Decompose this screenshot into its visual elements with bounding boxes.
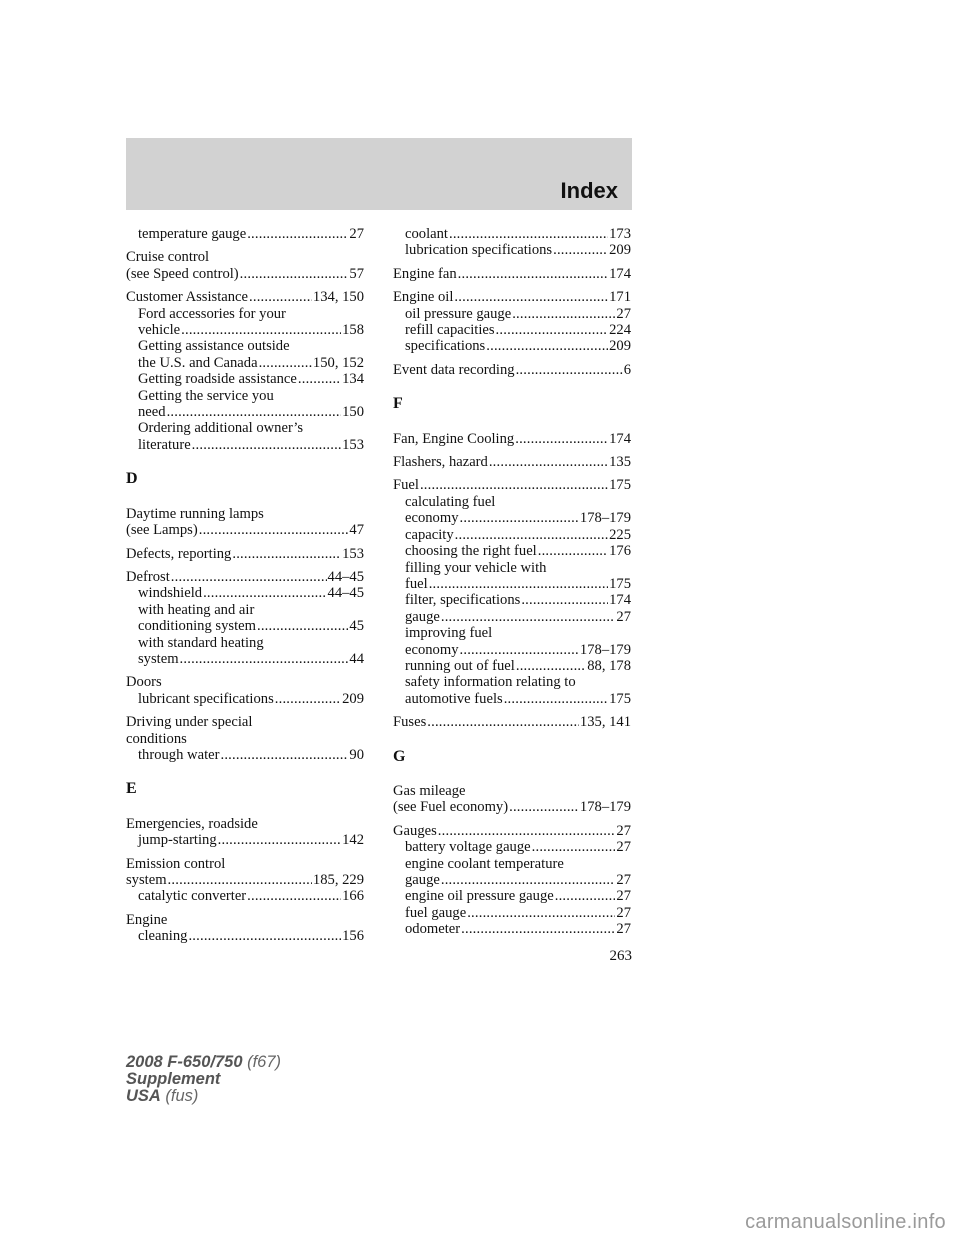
dot-leader	[516, 658, 586, 674]
dot-leader	[521, 592, 608, 608]
dot-leader	[486, 338, 608, 354]
index-entry	[393, 226, 631, 259]
entry-label: conditions	[126, 730, 187, 747]
page-reference: 225	[609, 526, 631, 543]
entry-label: choosing the right fuel	[405, 543, 537, 560]
index-entry	[393, 362, 631, 378]
dot-leader	[458, 266, 608, 282]
entry-label: engine oil pressure gauge	[405, 888, 554, 905]
entry-label: gauge	[405, 872, 440, 888]
page-reference: 47	[349, 522, 364, 539]
index-entry-line	[126, 522, 364, 538]
index-entry-line	[393, 289, 631, 305]
index-entry	[393, 289, 631, 355]
entry-label: windshield	[138, 585, 203, 602]
page-reference: 135, 141	[579, 714, 631, 731]
dot-leader	[247, 888, 341, 904]
index-subentry-line	[393, 527, 631, 543]
entry-label: with standard heating	[138, 634, 264, 651]
dot-leader	[232, 546, 341, 562]
page-reference: 135	[609, 454, 631, 471]
index-subentry-line	[393, 609, 631, 625]
index-header-band	[126, 138, 632, 210]
index-subentry-line	[393, 543, 631, 559]
entry-label: specifications	[405, 338, 486, 355]
dot-leader	[496, 322, 609, 338]
page-reference: 176	[609, 543, 631, 560]
page-reference: 209	[609, 242, 631, 259]
index-subentry-line	[393, 905, 631, 921]
index-entry-line	[393, 266, 631, 282]
section-letter: G	[393, 747, 406, 765]
entry-label: Event data recording	[393, 361, 515, 378]
dot-leader	[203, 585, 326, 601]
entry-label: system	[138, 650, 179, 667]
entry-label: Engine fan	[393, 265, 457, 282]
dot-leader	[515, 431, 608, 447]
page-reference: 173	[609, 226, 631, 242]
index-entry-line	[393, 362, 631, 378]
dot-leader	[460, 510, 579, 526]
dot-leader	[298, 371, 341, 387]
page-reference: 175	[609, 575, 631, 592]
page-reference: 27	[616, 822, 631, 839]
index-subentry-line	[393, 592, 631, 608]
entry-label: system	[126, 872, 167, 888]
page-reference: 178–179	[579, 510, 631, 527]
page-reference: 44–45	[327, 585, 364, 602]
page-reference: 209	[342, 690, 364, 707]
dot-leader	[512, 306, 615, 322]
dot-leader	[171, 569, 327, 585]
footer-line-market	[126, 1088, 281, 1105]
index-subentry-line	[126, 618, 364, 634]
entry-label: Fuel	[393, 477, 419, 494]
index-entry-line	[126, 249, 364, 265]
index-subentry-line	[393, 338, 631, 354]
entry-label: Gas mileage	[393, 782, 466, 799]
index-subentry-line	[126, 651, 364, 667]
page-reference: 27	[616, 888, 631, 905]
dot-leader	[180, 651, 349, 667]
entry-label: Getting the service you	[138, 387, 274, 404]
page-reference: 27	[616, 921, 631, 938]
entry-label: (see Lamps)	[126, 522, 198, 539]
entry-label: oil pressure gauge	[405, 305, 512, 322]
index-entry-line	[393, 714, 631, 730]
page-title: Index	[560, 178, 618, 203]
page-reference: 166	[342, 888, 364, 905]
index-entry	[126, 289, 364, 453]
entry-label: catalytic converter	[138, 888, 247, 905]
index-subentry-line	[393, 625, 631, 641]
entry-label: lubricant specifications	[138, 690, 274, 707]
index-subentry-line	[126, 928, 364, 944]
index-entry-line	[126, 674, 364, 690]
index-entry	[126, 569, 364, 667]
dot-leader	[168, 872, 312, 888]
dot-leader	[441, 609, 616, 625]
entry-label: gauge	[405, 608, 440, 625]
index-subentry-line	[126, 888, 364, 904]
entry-label: Daytime running lamps	[126, 505, 264, 522]
index-entry-line	[393, 823, 631, 839]
entry-label: running out of fuel	[405, 657, 515, 674]
index-entry-line	[126, 289, 364, 305]
entry-label: Driving under special	[126, 714, 253, 731]
dot-leader	[555, 888, 616, 904]
page-reference: 171	[609, 289, 631, 306]
index-subentry-line	[126, 602, 364, 618]
document-footer	[126, 1054, 281, 1105]
index-entry	[393, 266, 631, 282]
index-entry	[126, 714, 364, 763]
dot-leader	[454, 289, 608, 305]
index-entry-line	[126, 266, 364, 282]
page-reference: 90	[349, 746, 364, 763]
page-reference: 178–179	[579, 641, 631, 658]
index-entry-line	[126, 546, 364, 562]
entry-label: Flashers, hazard	[393, 454, 488, 471]
dot-leader	[461, 921, 615, 937]
entry-label: Ordering additional owner’s	[138, 420, 304, 437]
page-reference: 27	[616, 305, 631, 322]
index-subentry-line	[126, 420, 364, 436]
entry-label: lubrication specifications	[405, 242, 553, 259]
index-entry-line	[393, 799, 631, 815]
page-reference: 142	[342, 832, 364, 849]
footer-supplement: Supplement	[126, 1070, 221, 1088]
footer-line-model	[126, 1054, 281, 1071]
index-entry-line	[126, 506, 364, 522]
entry-label: Emission control	[126, 855, 226, 872]
index-entry	[126, 506, 364, 539]
section-letter: D	[126, 470, 138, 488]
site-watermark[interactable]: carmanualsonline.info	[745, 1211, 946, 1233]
index-entry-line	[393, 431, 631, 447]
page-reference: 150, 152	[312, 354, 364, 371]
dot-leader	[275, 691, 341, 707]
index-entry	[393, 823, 631, 938]
dot-leader	[504, 691, 608, 707]
page-reference: 44	[349, 650, 364, 667]
page-number: 263	[609, 948, 632, 964]
index-subentry-line	[393, 510, 631, 526]
page-reference: 150	[342, 404, 364, 421]
dot-leader	[247, 226, 348, 242]
dot-leader	[220, 747, 348, 763]
dot-leader	[509, 799, 579, 815]
entry-label: engine coolant temperature	[405, 855, 564, 872]
entry-label: refill capacities	[405, 322, 495, 339]
dot-leader	[192, 437, 341, 453]
entry-label: filter, specifications	[405, 592, 521, 609]
entry-label: economy	[405, 510, 459, 527]
entry-label: safety information relating to	[405, 674, 576, 691]
index-subentry-line	[393, 560, 631, 576]
dot-leader	[257, 618, 348, 634]
entry-label: capacity	[405, 526, 454, 543]
entry-label: (see Fuel economy)	[393, 799, 509, 816]
index-subentry-line	[126, 226, 364, 242]
index-subentry-line	[393, 576, 631, 592]
entry-label: improving fuel	[405, 625, 493, 642]
dot-leader	[438, 823, 616, 839]
page-reference: 27	[616, 839, 631, 856]
entry-label: Cruise control	[126, 249, 210, 266]
dot-leader	[240, 266, 349, 282]
dot-leader	[181, 322, 341, 338]
page-reference: 88, 178	[587, 657, 631, 674]
entry-label: (see Speed control)	[126, 265, 239, 282]
index-entry	[126, 912, 364, 945]
entry-label: vehicle	[138, 322, 181, 339]
index-column-left	[126, 226, 364, 952]
page-reference: 174	[609, 430, 631, 447]
entry-label: Ford accessories for your	[138, 305, 286, 322]
entry-label: coolant	[405, 226, 448, 242]
page-reference: 134, 150	[312, 289, 364, 306]
index-subentry-line	[126, 691, 364, 707]
page-reference: 174	[609, 592, 631, 609]
entry-label: Getting roadside assistance	[138, 371, 297, 388]
page-reference: 6	[623, 361, 631, 378]
index-entry-line	[126, 856, 364, 872]
index-subentry-line	[126, 338, 364, 354]
dot-leader	[460, 642, 579, 658]
footer-line-supplement	[126, 1071, 281, 1088]
index-subentry-line	[393, 921, 631, 937]
index-subentry-line	[393, 322, 631, 338]
index-entry	[126, 226, 364, 242]
page-reference: 185, 229	[312, 872, 364, 888]
dot-leader	[218, 832, 341, 848]
entry-label: battery voltage gauge	[405, 839, 531, 856]
entry-label: literature	[138, 436, 191, 453]
index-subentry-line	[393, 839, 631, 855]
page-reference: 45	[349, 618, 364, 635]
page-reference: 27	[616, 904, 631, 921]
index-subentry-line	[393, 691, 631, 707]
section-letter: E	[126, 780, 137, 798]
index-entry	[393, 477, 631, 707]
entry-label: through water	[138, 746, 220, 763]
entry-label: Defects, reporting	[126, 545, 232, 562]
index-subentry-line	[393, 306, 631, 322]
entry-label: Fan, Engine Cooling	[393, 430, 515, 447]
index-subentry-line	[126, 437, 364, 453]
page-reference: 134	[342, 371, 364, 388]
index-subentry-line	[126, 832, 364, 848]
dot-leader	[427, 714, 579, 730]
dot-leader	[441, 872, 616, 888]
index-entry-line	[126, 816, 364, 832]
page-reference: 27	[616, 608, 631, 625]
dot-leader	[199, 522, 349, 538]
index-subentry-line	[126, 355, 364, 371]
entry-label: Fuses	[393, 714, 427, 731]
page-reference: 158	[342, 322, 364, 339]
dot-leader	[449, 226, 608, 242]
dot-leader	[538, 543, 608, 559]
index-column-right	[393, 226, 631, 945]
dot-leader	[516, 362, 623, 378]
index-entry	[126, 674, 364, 707]
index-entry	[393, 454, 631, 470]
index-entry	[126, 249, 364, 282]
dot-leader	[532, 839, 616, 855]
index-subentry-line	[393, 642, 631, 658]
index-subentry-line	[393, 226, 631, 242]
index-subentry-line	[126, 635, 364, 651]
index-subentry-line	[393, 494, 631, 510]
entry-label: cleaning	[138, 928, 188, 945]
page-reference: 175	[609, 690, 631, 707]
entry-label: conditioning system	[138, 618, 256, 635]
page-reference: 57	[349, 265, 364, 282]
index-entry-line	[393, 454, 631, 470]
entry-label: Engine	[126, 911, 168, 928]
entry-label: calculating fuel	[405, 493, 496, 510]
page-reference: 174	[609, 265, 631, 282]
entry-label: jump-starting	[138, 832, 217, 849]
footer-market: USA	[126, 1087, 161, 1105]
dot-leader	[167, 404, 342, 420]
index-subentry-line	[126, 404, 364, 420]
entry-label: Getting assistance outside	[138, 338, 290, 355]
index-subentry-line	[126, 585, 364, 601]
page-reference: 27	[349, 226, 364, 242]
entry-label: the U.S. and Canada	[138, 354, 258, 371]
page-reference: 153	[342, 545, 364, 562]
footer-market-code: (fus)	[160, 1087, 199, 1105]
entry-label: fuel	[405, 575, 428, 592]
index-entry-line	[126, 872, 364, 888]
index-subentry-line	[393, 856, 631, 872]
page-reference: 209	[609, 338, 631, 355]
entry-label: fuel gauge	[405, 904, 467, 921]
entry-label: with heating and air	[138, 601, 255, 618]
entry-label: Doors	[126, 674, 162, 691]
index-subentry-line	[126, 306, 364, 322]
index-entry-line	[126, 569, 364, 585]
entry-label: Emergencies, roadside	[126, 815, 258, 832]
entry-label: economy	[405, 641, 459, 658]
index-entry-line	[393, 783, 631, 799]
index-entry-line	[126, 731, 364, 747]
index-subentry-line	[126, 371, 364, 387]
index-subentry-line	[393, 674, 631, 690]
index-entry-line	[126, 714, 364, 730]
page-reference: 178–179	[579, 799, 631, 816]
footer-model-code: (f67)	[242, 1053, 282, 1071]
index-subentry-line	[126, 322, 364, 338]
index-entry-line	[393, 477, 631, 493]
index-entry	[393, 714, 631, 730]
page-reference: 224	[609, 322, 631, 339]
dot-leader	[429, 576, 608, 592]
page-reference: 27	[616, 872, 631, 888]
entry-label: Defrost	[126, 568, 170, 585]
entry-label: automotive fuels	[405, 690, 503, 707]
footer-model: 2008 F-650/750	[126, 1053, 243, 1071]
dot-leader	[489, 454, 608, 470]
index-entry-line	[126, 912, 364, 928]
entry-label: Gauges	[393, 822, 437, 839]
index-entry	[126, 816, 364, 849]
page-reference: 175	[609, 477, 631, 494]
index-subentry-line	[393, 872, 631, 888]
index-subentry-line	[393, 888, 631, 904]
dot-leader	[553, 242, 608, 258]
dot-leader	[259, 355, 312, 371]
dot-leader	[467, 905, 615, 921]
index-entry	[393, 783, 631, 816]
dot-leader	[455, 527, 608, 543]
index-entry	[126, 546, 364, 562]
entry-label: need	[138, 404, 166, 421]
index-subentry-line	[393, 242, 631, 258]
page-reference: 156	[342, 928, 364, 945]
page-reference: 44–45	[327, 568, 364, 585]
index-subentry-line	[126, 747, 364, 763]
index-entry	[393, 431, 631, 447]
entry-label: filling your vehicle with	[405, 559, 547, 576]
section-letter: F	[393, 395, 403, 413]
entry-label: odometer	[405, 921, 461, 938]
entry-label: Customer Assistance	[126, 289, 249, 306]
entry-label: temperature gauge	[138, 226, 247, 242]
index-entry	[126, 856, 364, 905]
page-reference: 153	[342, 436, 364, 453]
dot-leader	[188, 928, 341, 944]
index-subentry-line	[393, 658, 631, 674]
entry-label: Engine oil	[393, 289, 454, 306]
dot-leader	[249, 289, 312, 305]
dot-leader	[420, 477, 608, 493]
index-subentry-line	[126, 388, 364, 404]
